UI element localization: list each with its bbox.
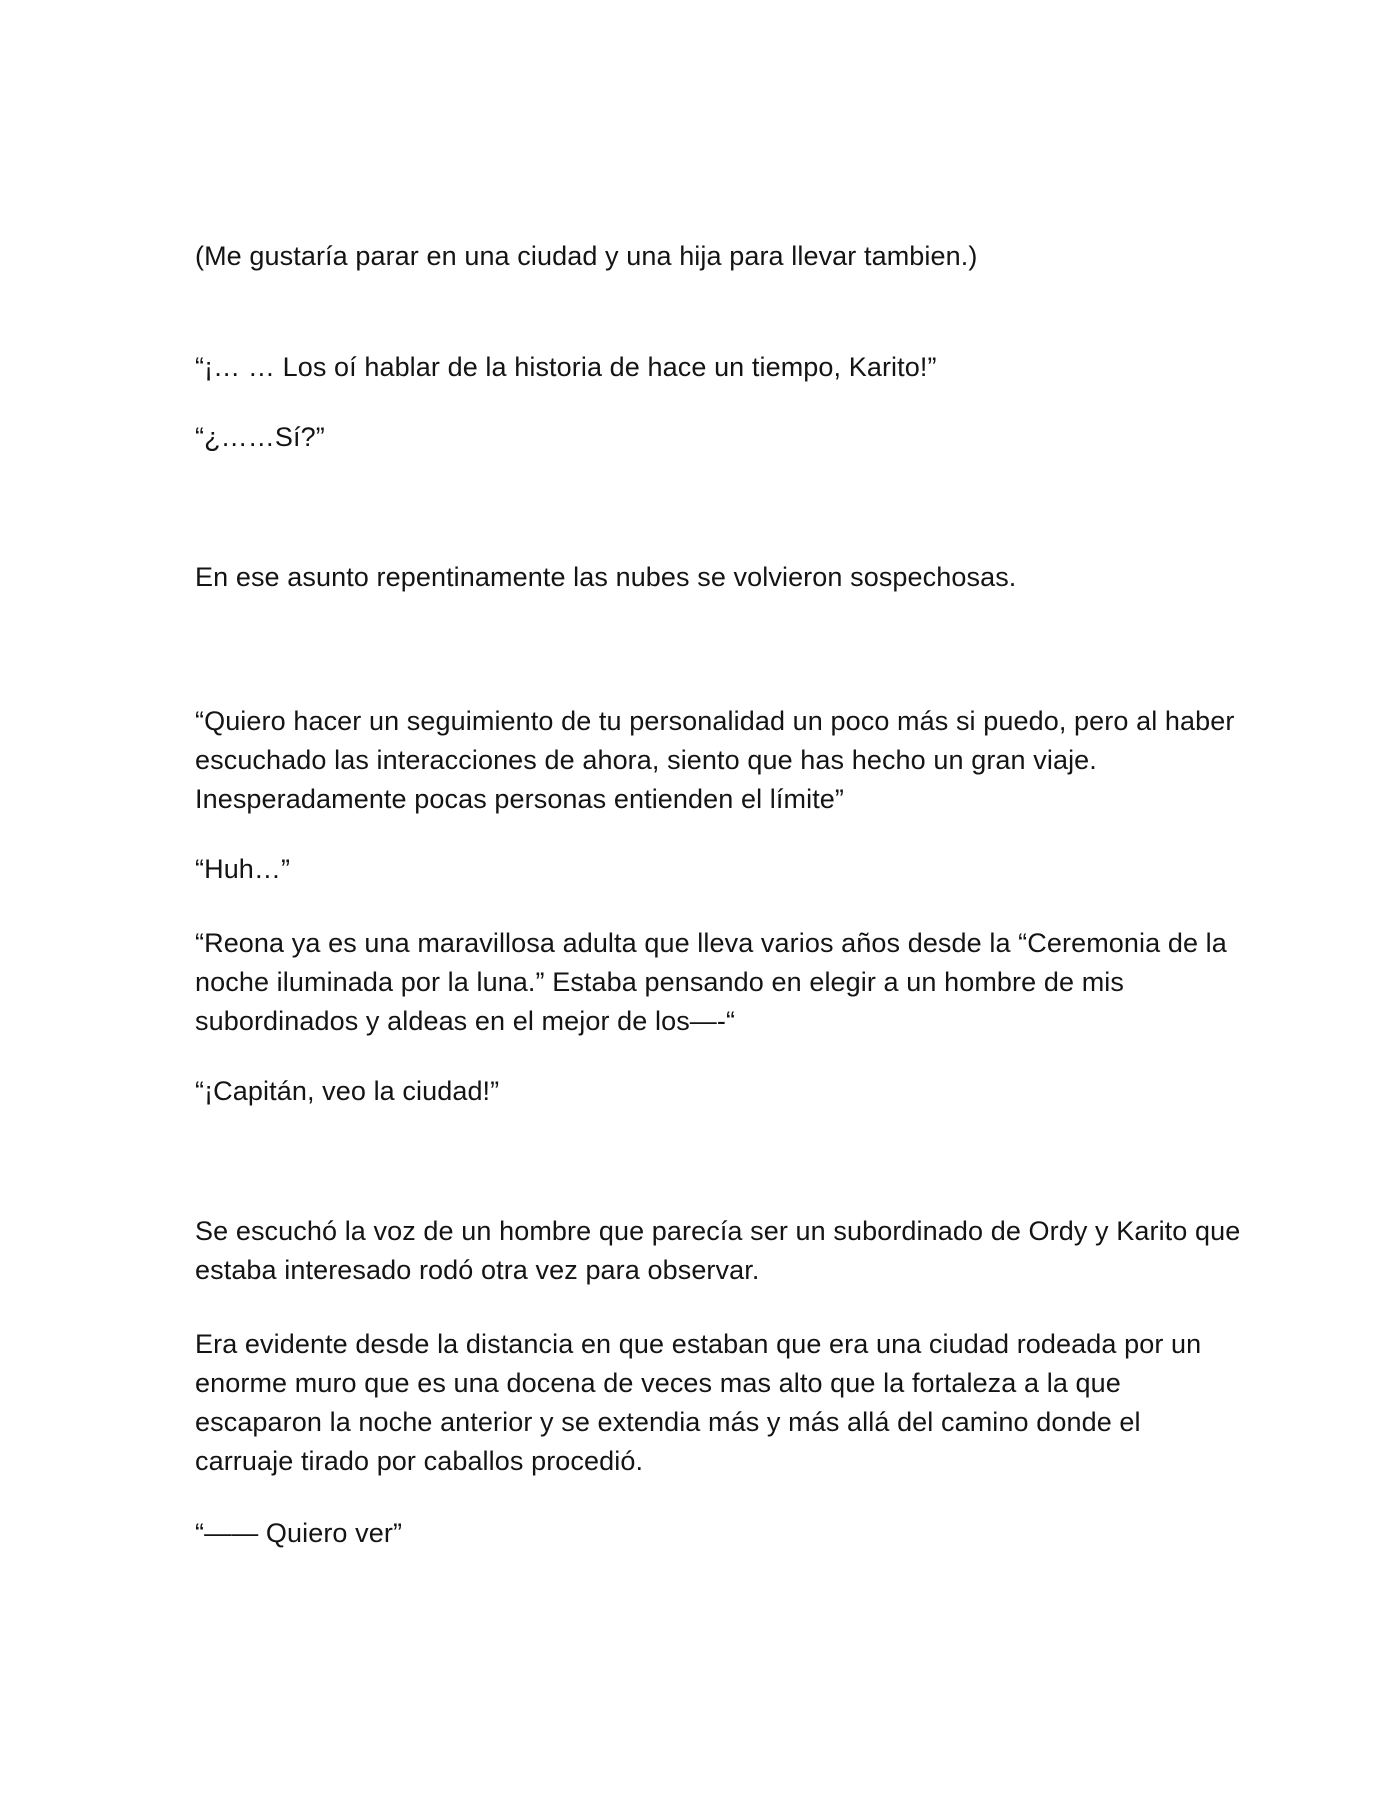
paragraph-dialogue-7: “—— Quiero ver” [195,1518,403,1548]
paragraph-narration-3: Se escuchó la voz de un hombre que parecía ser un subordinado de Ordy y Karito que estaba interesado rodó otra vez para observar. [195,1216,1241,1285]
paragraph-dialogue-5: “Reona ya es una maravillosa adulta que lleva varios años desde la “Ceremonia de la noche iluminada por la luna.” Estaba pensando en elegir a un hombre de mis subordinados y aldeas en el mejor de los—-“ [195,928,1227,1036]
paragraph-narration-2: En ese asunto repentinamente las nubes se volvieron sospechosas. [195,562,1017,592]
paragraph-dialogue-4: “Huh…” [195,854,291,884]
paragraph-dialogue-6: “¡Capitán, veo la ciudad!” [195,1076,500,1106]
paragraph-dialogue-1: “¡… … Los oí hablar de la historia de hace un tiempo, Karito!” [195,352,937,382]
paragraph-narration-1: (Me gustaría parar en una ciudad y una hija para llevar tambien.) [195,241,978,271]
paragraph-dialogue-3: “Quiero hacer un seguimiento de tu personalidad un poco más si puedo, pero al haber escuchado las interacciones de ahora, siento que has hecho un gran viaje. Inesperadamente pocas personas entienden el límite” [195,706,1235,814]
paragraph-narration-4: Era evidente desde la distancia en que estaban que era una ciudad rodeada por un enorme muro que es una docena de veces mas alto que la fortaleza a la que escaparon la noche anterior y se extendia más y más allá del camino donde el carruaje tirado por caballos procedió. [195,1329,1202,1476]
paragraph-dialogue-2: “¿……Sí?” [195,422,325,452]
